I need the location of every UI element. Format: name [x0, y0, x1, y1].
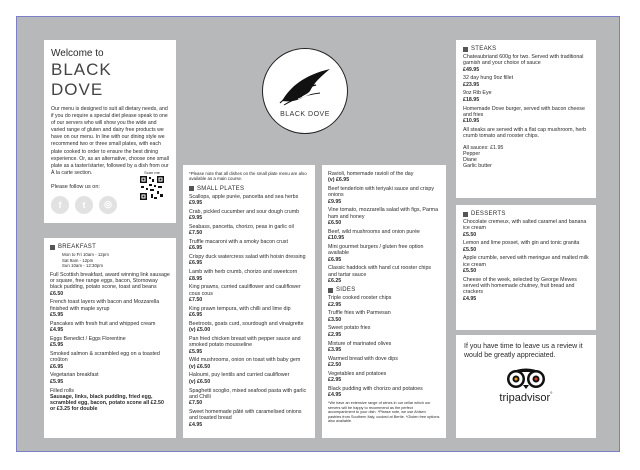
breakfast-heading-label: BREAKFAST	[58, 244, 97, 250]
tripadvisor-wordmark-mark: °	[550, 392, 553, 398]
side-item	[328, 356, 440, 369]
breakfast-item	[50, 372, 170, 385]
item-price: £9.95	[189, 215, 203, 222]
steak-item	[463, 106, 589, 125]
item-price: £9.95	[189, 200, 203, 207]
item-description: 32 day hung 9oz fillet	[463, 75, 514, 82]
sides-heading-label: SIDES	[336, 287, 356, 294]
instagram-icon[interactable]: ◎	[99, 196, 117, 214]
dessert-item	[463, 277, 589, 302]
item-price: (v) £6.50	[189, 378, 211, 385]
item-description: French toast layers with bacon and Mozzarella finished with maple syrup	[50, 299, 160, 312]
item-price: £5.50	[463, 246, 477, 253]
breakfast-list	[50, 272, 170, 413]
small-plate-item	[189, 284, 309, 303]
dove-wing-icon	[276, 65, 334, 109]
item-description: Crab, pickled cucumber and sour dough crumb	[189, 208, 300, 215]
item-description: Sweet homemade pâté with caramelised onions and toasted bread	[189, 408, 302, 422]
item-description: Lamb with herb crumb, chorizo and sweetcorn	[189, 269, 298, 276]
item-description: Vegetarian breakfast	[50, 372, 99, 379]
item-description: Crispy duck watercress salad with hoisin dressing	[189, 254, 306, 261]
item-description: Black pudding with chorizo and potatoes	[328, 385, 423, 392]
owl-icon	[503, 366, 549, 390]
item-price: £7.50	[189, 400, 203, 407]
welcome-text: Our menu is designed to suit all dietary needs, and if you do require a special diet please speak to one of our servers who will show you the wide and varied range of gluten and dairy free products we have on our menu. In line with our dining style we recommend two or three small plates, with each plate cooked to order to ensure the best dining experience. Or, as an alternative, choose one small plate as a taster/starter, followed by a dish from our À la carte section.	[51, 106, 169, 176]
breakfast-panel	[44, 238, 176, 438]
mains-panel	[322, 165, 446, 438]
mains-list	[328, 171, 440, 284]
desserts-heading-label: DESSERTS	[471, 211, 506, 217]
square-bullet-icon	[50, 245, 55, 250]
tripadvisor-logo[interactable]	[464, 366, 588, 404]
steak-item	[463, 90, 589, 103]
logo-text: BLACK DOVE	[280, 110, 330, 118]
qr-block	[138, 170, 166, 206]
hours-sunday: Sun 10am - 12:30pm	[62, 263, 104, 269]
item-description: Full Scottish breakfast, award winning link sausage or square, free range eggs, bacon, Stornoway black pudding, potato scone, toast and beans	[50, 271, 170, 291]
item-price: £2.95	[328, 301, 342, 308]
small-plate-item	[189, 321, 309, 334]
side-item	[328, 386, 440, 399]
sauce-pepper: Pepper	[463, 150, 481, 157]
square-bullet-icon	[463, 47, 468, 52]
item-price: £4.95	[50, 327, 64, 334]
item-price: (v) £6.95	[328, 177, 350, 184]
item-price: £2.50	[328, 361, 342, 368]
item-price: £2.95	[328, 331, 342, 338]
breakfast-item	[50, 351, 170, 370]
item-description: Classic haddock with hand cut rooster chips and tartar sauce	[328, 265, 432, 278]
side-item	[328, 310, 440, 323]
item-price: £5.50	[463, 268, 477, 275]
item-price: £23.95	[463, 81, 480, 88]
small-plate-item	[189, 254, 309, 267]
breakfast-heading	[50, 244, 170, 250]
item-description: Triple cooked rooster chips	[328, 295, 392, 302]
main-item	[328, 265, 440, 284]
item-description: Mini gourmet burgers / gluten free option available	[328, 243, 424, 257]
item-price: £4.95	[189, 421, 203, 428]
item-description: Homemade Dove burger, served with bacon cheese and fries	[463, 105, 585, 118]
review-panel	[456, 335, 596, 438]
item-price: £6.95	[50, 363, 64, 370]
item-description: Seabass, pancetta, chorizo, peas in garlic oil	[189, 224, 294, 230]
item-price: £49.95	[463, 66, 480, 73]
steak-item	[463, 54, 589, 73]
item-description: 9oz Rib Eye	[463, 90, 492, 97]
item-description: Ravioli, homemade ravioli of the day	[328, 171, 414, 177]
steaks-panel	[456, 40, 596, 198]
item-description: Beef, wild mushrooms and onion purée	[328, 228, 420, 235]
steaks-list	[463, 54, 589, 124]
item-description: Spaghetti scoglio, mixed seafood pasta with garlic and Chilli	[189, 387, 307, 400]
small-plate-item	[189, 194, 309, 207]
small-plate-item	[189, 209, 309, 222]
small-plate-item	[189, 239, 309, 252]
item-description: Wild mushrooms, onion on toast with baby gem	[189, 357, 301, 364]
welcome-title: Welcome to	[51, 48, 104, 59]
item-price: £5.95	[189, 348, 203, 355]
breakfast-item	[50, 272, 170, 297]
item-price: £3.95	[328, 346, 342, 353]
side-item	[328, 371, 440, 384]
small-plate-item	[189, 388, 309, 407]
item-description: Scallops, apple purée, pancetta and sea herbs	[189, 193, 299, 200]
square-bullet-icon	[328, 288, 333, 293]
sides-list	[328, 295, 440, 398]
item-price: £9.95	[328, 198, 342, 205]
item-description: Smoked salmon & scrambled egg on a toasted croûton	[50, 351, 160, 364]
welcome-panel	[44, 40, 176, 223]
dessert-item	[463, 255, 589, 274]
breakfast-hours	[62, 252, 170, 269]
item-price: £5.50	[463, 231, 477, 238]
item-description: Beetroots, goats curd, sourdough and vinaigrette	[189, 320, 304, 327]
item-price: £5.95	[50, 342, 64, 349]
steak-item	[463, 75, 589, 88]
tripadvisor-wordmark: tripadvisor	[499, 392, 551, 404]
follow-label: Please follow us on:	[51, 183, 100, 190]
small-plate-item	[189, 269, 309, 282]
side-item	[328, 325, 440, 338]
item-price: £6.95	[189, 312, 203, 319]
side-item	[328, 341, 440, 354]
item-description: Apple crumble, served with meringue and malted milk ice cream	[463, 255, 589, 268]
dessert-item	[463, 240, 589, 253]
item-price: £5.95	[50, 312, 64, 319]
black-dove-logo	[262, 48, 348, 134]
item-price: £4.95	[463, 295, 477, 302]
small-plate-item	[189, 357, 309, 370]
item-description: Eggs Benedict / Eggs Florentine	[50, 335, 126, 342]
breakfast-item	[50, 388, 170, 413]
main-item	[328, 186, 440, 205]
item-description: Warmed bread with dove dips	[328, 355, 398, 362]
item-description: Vine tomato, mozzarella salad with figs, Parma ham and honey	[328, 207, 439, 220]
item-description: Chateaubriand 600g for two. Served with traditional garnish and your choice of sauce	[463, 54, 584, 67]
mains-footnote: *We have an extensive range of wines in our cellar which our servers will be happy to recommend as the perfect accompaniment to your dish. *Please note, we use Ahlsen pastries from Southern Italy, cooked at Bertie. *Gluten free options also available.	[328, 400, 440, 424]
item-price: (v) £6.50	[189, 363, 211, 370]
item-description: Haloumi, puy lentils and curried cauliflower	[189, 372, 290, 379]
item-price: £7.50	[189, 296, 203, 303]
item-price: £10.95	[328, 235, 345, 242]
item-price: £3.50	[328, 316, 342, 323]
item-description: Pan fried chicken breast with pepper sauce and smoked potato mousseline	[189, 335, 301, 349]
small-plate-item	[189, 336, 309, 355]
item-price: £6.95	[189, 245, 203, 252]
hours-saturday: Sat 9am - 12pm	[62, 257, 94, 263]
item-price: (v) £5.00	[189, 327, 211, 334]
main-item	[328, 171, 440, 184]
sauces-label: All sauces: £1.95	[463, 144, 504, 151]
item-description: Cheese of the week, selected by George Mewes served with homemade chutney, fruit bread and crackers	[463, 276, 577, 296]
item-price: Sausage, links, black pudding, fried egg, scrambled egg, bacon, potato scone all £2.50 or £3.25 for double	[50, 393, 164, 413]
item-price: £7.50	[189, 230, 203, 237]
small-plates-note: *Please note that all dishes on the small plate menu are also available as a main course.	[189, 171, 307, 182]
facebook-icon[interactable]: f	[51, 196, 69, 214]
item-description: Mixture of marinated olives	[328, 340, 392, 347]
sauce-garlic-butter: Garlic butter	[463, 163, 492, 170]
item-price: £18.95	[463, 96, 480, 103]
steaks-note: All steaks are served with a flat cap mushroom, herb crumb tomato and rooster chips.	[463, 126, 587, 140]
small-plate-item	[189, 224, 309, 237]
twitter-icon[interactable]: t	[75, 196, 93, 214]
desserts-list	[463, 219, 589, 302]
desserts-panel	[456, 205, 596, 330]
small-plate-item	[189, 372, 309, 385]
brand-title: BLACK DOVE	[51, 60, 112, 99]
review-text: If you have time to leave us a review it would be greatly appreciated.	[464, 343, 583, 359]
dessert-item	[463, 219, 589, 238]
small-plates-heading	[189, 186, 309, 192]
item-description: King prawns, curried cauliflower and cauliflower cous cous	[189, 284, 301, 297]
item-description: Pancakes with fresh fruit and whipped cream	[50, 320, 156, 327]
item-description: Filled rolls	[50, 387, 74, 394]
hours-weekday: Mon to Fri 10am - 12pm	[62, 252, 109, 257]
small-plates-panel	[183, 165, 315, 438]
main-item	[328, 207, 440, 226]
desserts-heading	[463, 211, 589, 217]
item-price: £6.50	[50, 290, 64, 297]
item-description: Vegetables and potatoes	[328, 370, 387, 377]
steaks-heading	[463, 46, 589, 52]
item-description: King prawn tempura, with chilli and lime dip	[189, 305, 291, 312]
main-item	[328, 244, 440, 263]
item-price: £6.25	[328, 277, 342, 284]
side-item	[328, 295, 440, 308]
item-price: £2.95	[328, 377, 342, 384]
small-plates-list	[189, 194, 309, 428]
small-plates-heading-label: SMALL PLATES	[197, 185, 245, 192]
breakfast-item	[50, 336, 170, 349]
item-price: £6.95	[328, 256, 342, 263]
item-description: Lemon and lime posset, with gin and tonic granita	[463, 240, 580, 247]
item-description: Truffle macaroni with a smoky bacon crust	[189, 239, 288, 246]
item-price: £6.95	[189, 260, 203, 267]
qr-code-icon[interactable]	[139, 175, 165, 201]
small-plate-item	[189, 306, 309, 319]
steaks-heading-label: STEAKS	[471, 46, 497, 52]
item-description: Chocolate cremeux, with salted caramel and banana ice cream	[463, 219, 587, 232]
item-description: Beef tenderloin with teriyaki sauce and crispy onions	[328, 186, 434, 199]
small-plate-item	[189, 409, 309, 428]
main-item	[328, 229, 440, 242]
square-bullet-icon	[189, 186, 194, 191]
item-price: £10.95	[463, 118, 480, 125]
item-price: £5.95	[50, 378, 64, 385]
item-price: £8.95	[189, 275, 203, 282]
scan-label: Scan me	[144, 170, 160, 175]
sides-heading	[328, 287, 440, 293]
sauce-diane: Diane	[463, 157, 477, 164]
square-bullet-icon	[463, 212, 468, 217]
item-price: £6.50	[328, 220, 342, 227]
breakfast-item	[50, 299, 170, 318]
item-price: £4.95	[328, 392, 342, 399]
breakfast-item	[50, 321, 170, 334]
item-description: Truffle fries with Parmesan	[328, 310, 391, 317]
item-description: Sweet potato fries	[328, 325, 371, 332]
